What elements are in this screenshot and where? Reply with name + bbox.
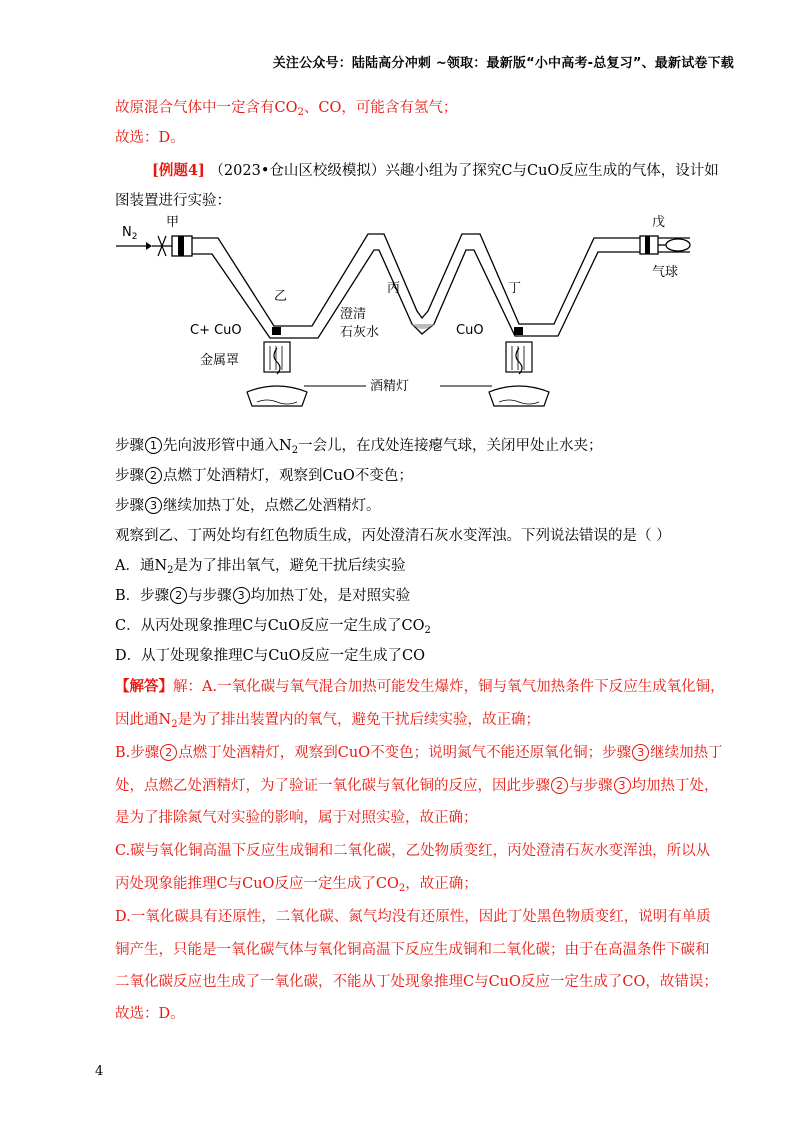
answer-line-5: 是为了排除氮气对实验的影响，属于对照实验，故正确； — [115, 810, 478, 826]
observation: 观察到乙、丁两处均有红色物质生成，丙处澄清石灰水变浑浊。下列说法错误的是（ ） — [115, 528, 671, 544]
answer-tag: 【解答】 — [115, 678, 173, 695]
sample-yi — [272, 327, 281, 335]
label-limewater-2: 石灰水 — [340, 325, 380, 340]
step-1: 步骤 1 先向波形管中通入$N_2$一会儿，在戊处连接瘪气球，关闭甲处止水夹； — [115, 438, 603, 456]
option-c: C．从丙处现象推理C与CuO反应一定生成了$CO_2$ — [115, 618, 431, 636]
label-limewater-1: 澄清 — [340, 307, 367, 322]
answer-line-1: 【解答】解：A.一氧化碳与氧气混合加热可能发生爆炸，铜与氧气加热条件下反应生成氧化铜， — [115, 678, 725, 695]
answer-line-9: 铜产生，只能是一氧化碳气体与氧化铜高温下反应生成铜和二氧化碳；由于在高温条件下碳和 — [115, 942, 710, 958]
burner-right — [489, 342, 549, 406]
option-d: D．从丁处现象推理C与CuO反应一定生成了CO — [115, 648, 426, 664]
label-lamp: 酒精灯 — [370, 379, 410, 394]
burner-left — [247, 342, 307, 406]
example-tag: [例题4] — [152, 162, 205, 179]
intro-choice: 故选：D。 — [115, 130, 185, 146]
label-cuo: CuO — [456, 323, 484, 338]
answer-line-6: C.碳与氧化铜高温下反应生成铜和二氧化碳，乙处物质变红，丙处澄清石灰水变浑浊，所以从 — [115, 843, 711, 859]
sample-ding — [514, 327, 523, 335]
example-heading-cont: 图装置进行实验： — [115, 193, 231, 209]
label-balloon: 气球 — [652, 265, 679, 280]
page-header: 关注公众号：陆陆高分冲刺 ~领取：最新版“小中高考-总复习”、最新试卷下载 — [272, 56, 734, 71]
apparatus-diagram — [112, 206, 692, 421]
step-2: 步骤 2 点燃丁处酒精灯，观察到CuO不变色； — [115, 468, 413, 484]
answer-line-4: 处，点燃乙处酒精灯，为了验证一氧化碳与氧化铜的反应，因此步骤 2 与步骤 3 均加热丁处， — [115, 778, 719, 794]
answer-line-8: D.一氧化碳具有还原性，二氧化碳、氮气均没有还原性，因此丁处黑色物质变红，说明有单质 — [115, 909, 711, 925]
wave-tube-inner — [192, 250, 690, 338]
label-n2: $N_2$ — [122, 225, 138, 242]
answer-line-11: 故选：D。 — [115, 1006, 185, 1022]
label-ding: 丁 — [508, 281, 522, 296]
page-number: 4 — [95, 1064, 104, 1079]
option-b: B．步骤 2 与步骤 3 均加热丁处，是对照实验 — [115, 588, 411, 604]
label-yi: 乙 — [274, 289, 288, 304]
example-heading: [例题4] （2023•仓山区校级模拟）兴趣小组为了探究C与CuO反应生成的气体，设计如 — [152, 162, 719, 179]
wave-tube-outer — [192, 234, 690, 326]
label-bing: 丙 — [387, 281, 401, 296]
answer-line-2: 因此通$N_2$是为了排出装置内的氧气，避免干扰后续实验，故正确； — [115, 712, 541, 730]
label-wu: 戊 — [652, 215, 666, 230]
answer-line-10: 二氧化碳反应也生成了一氧化碳，不能从丁处现象推理C与CuO反应一定生成了CO，故错误； — [115, 974, 718, 990]
option-a: A．通$N_2$是为了排出氧气，避免干扰后续实验 — [115, 558, 406, 576]
balloon-shape — [666, 239, 690, 251]
intro-conclusion: 故原混合气体中一定含有$CO_2$、CO，可能含有氢气； — [115, 100, 458, 118]
step-3: 步骤 3 继续加热丁处，点燃乙处酒精灯。 — [115, 498, 381, 514]
answer-line-3: B.步骤 2 点燃丁处酒精灯，观察到CuO不变色；说明氮气不能还原氧化铜；步骤 3 继续加热丁 — [115, 745, 723, 761]
answer-line-7: 丙处现象能推理C与CuO反应一定生成了$CO_2$，故正确； — [115, 876, 478, 894]
label-c-cuo: C+ CuO — [190, 323, 242, 338]
label-jia: 甲 — [166, 215, 180, 230]
label-metal-cover: 金属罩 — [200, 353, 240, 368]
